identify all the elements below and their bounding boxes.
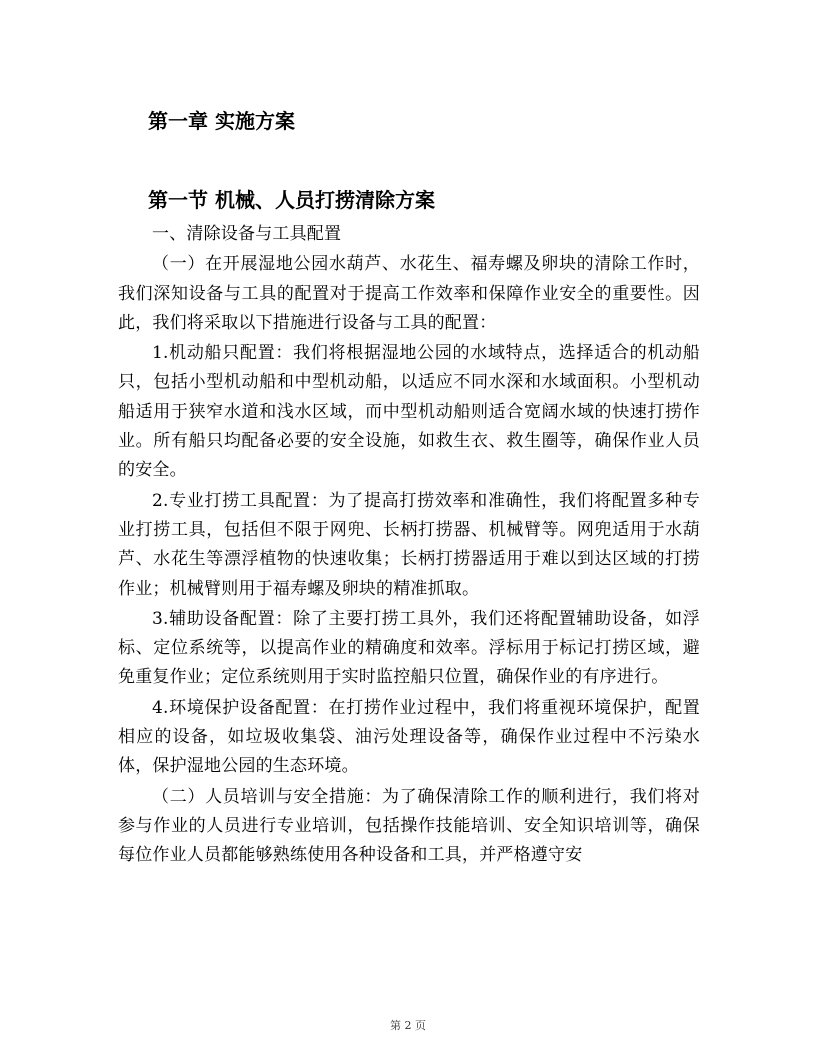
paragraph-training-safety: （二）人员培训与安全措施：为了确保清除工作的顺利进行，我们将对参与作业的人员进行专业培训，包括操作技能培训、安全知识培训等，确保每位作业人员都能够熟练使用各种设备和工具，并严格遵守安	[118, 786, 700, 866]
body-text	[118, 220, 700, 871]
subheading-equipment-config: 一、清除设备与工具配置	[152, 224, 342, 244]
chapter-title: 第一章 实施方案	[148, 109, 295, 133]
paragraph-intro: （一）在开展湿地公园水葫芦、水花生、福寿螺及卵块的清除工作时，我们深知设备与工具的配置对于提高工作效率和保障作业安全的重要性。因此，我们将采取以下措施进行设备与工具的配置：	[118, 254, 700, 333]
paragraph-salvage-tools: 2.专业打捞工具配置：为了提高打捞效率和准确性，我们将配置多种专业打捞工具，包括但不限于网兜、长柄打捞器、机械臂等。网兜适用于水葫芦、水花生等漂浮植物的快速收集；长柄打捞器适用于难以到达区域的打捞作业；机械臂则用于福寿螺及卵块的精准抓取。	[118, 490, 700, 599]
page-number: 第 2 页	[390, 1019, 426, 1032]
paragraph-environmental-equipment: 4.环境保护设备配置：在打捞作业过程中，我们将重视环境保护，配置相应的设备，如垃圾收集袋、油污处理设备等，确保作业过程中不污染水体，保护湿地公园的生态环境。	[118, 697, 700, 777]
paragraph-boats: 1.机动船只配置：我们将根据湿地公园的水域特点，选择适合的机动船只，包括小型机动船和中型机动船，以适应不同水深和水域面积。小型机动船适用于狭窄水道和浅水区域，而中型机动船则适合宽阔水域的快速打捞作业。所有船只均配备必要的安全设施，如救生衣、救生圈等，确保作业人员的安全。	[118, 343, 700, 481]
paragraph-auxiliary-equipment: 3.辅助设备配置：除了主要打捞工具外，我们还将配置辅助设备，如浮标、定位系统等，以提高作业的精确度和效率。浮标用于标记打捞区域，避免重复作业；定位系统则用于实时监控船只位置，确保作业的有序进行。	[118, 608, 700, 688]
section-title: 第一节 机械、人员打捞清除方案	[148, 188, 435, 212]
